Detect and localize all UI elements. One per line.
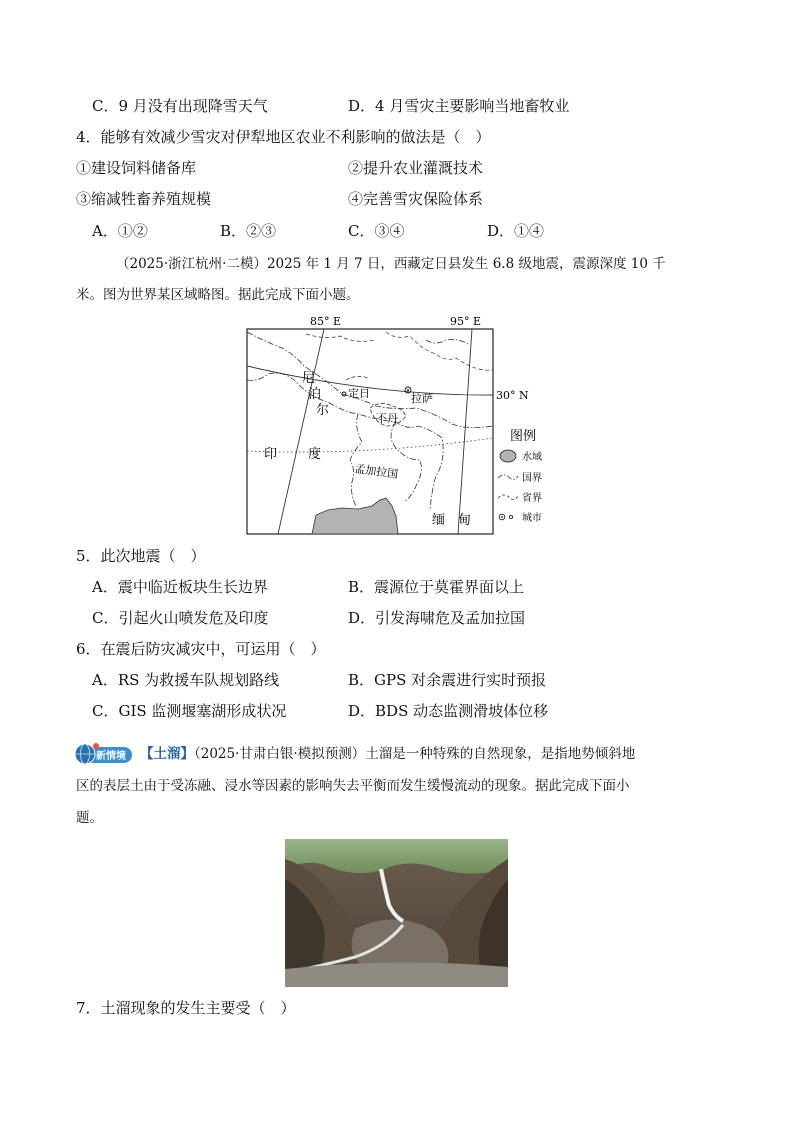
label-myanmar-2: 甸 <box>458 513 472 528</box>
q5-option-c: C．引起火山喷发危及印度 <box>92 609 269 627</box>
legend-province-symbol <box>498 495 518 500</box>
legend-city-symbol <box>509 515 512 518</box>
intro1-line-1: （2025·浙江杭州·二模）2025 年 1 月 7 日，西藏定日县发生 6.8 级地震，震源深度 10 千 <box>116 256 666 272</box>
label-myanmar-1: 缅 <box>432 513 446 528</box>
q4-item-4: ④完善雪灾保险体系 <box>348 190 484 208</box>
intro2-line-1-text: （2025·甘肃白银·模拟预测）土溜是一种特殊的自然现象，是指地势倾斜地 <box>194 746 636 762</box>
q5-option-b: B．震源位于莫霍界面以上 <box>348 578 525 596</box>
legend-water-label: 水域 <box>522 452 542 463</box>
legend-city-label: 城市 <box>522 513 542 524</box>
q3-option-d: D．4 月雪灾主要影响当地畜牧业 <box>348 97 570 115</box>
q4-option-a: A．①② <box>92 222 148 240</box>
q6-option-a: A．RS 为救援车队规划路线 <box>92 671 280 689</box>
q7-stem: 7．土溜现象的发生主要受（ ） <box>76 999 296 1017</box>
q4-stem: 4．能够有效减少雪灾对伊犁地区农业不利影响的做法是（ ） <box>76 128 491 146</box>
legend-water-swatch <box>500 450 516 462</box>
new-situation-badge <box>74 742 134 766</box>
label-nepal-1: 尼 <box>302 371 316 386</box>
q4-option-b: B．②③ <box>220 222 277 240</box>
label-india-2: 度 <box>308 447 322 462</box>
intro2-line-1 <box>140 744 635 764</box>
legend-border-symbol <box>498 475 518 480</box>
label-dingri: 定日 <box>348 387 370 400</box>
q3-option-c: C．9 月没有出现降雪天气 <box>92 97 268 115</box>
region-map <box>246 310 552 538</box>
q5-option-a: A．震中临近板块生长边界 <box>92 578 268 596</box>
q6-option-b: B．GPS 对余震进行实时预报 <box>348 671 547 689</box>
label-nepal-2: 泊 <box>308 387 322 402</box>
intro1-line-2: 米。图为世界某区域略图。据此完成下面小题。 <box>76 287 360 303</box>
badge-text: 新情境 <box>96 751 126 762</box>
q4-item-2: ②提升农业灌溉技术 <box>348 159 484 177</box>
q5-stem: 5．此次地震（ ） <box>76 547 206 565</box>
map-frame <box>247 329 493 534</box>
label-lhasa: 拉萨 <box>411 392 433 405</box>
label-95e: 95° E <box>450 315 482 328</box>
label-bangladesh: 孟加拉国 <box>353 462 399 482</box>
q6-option-d: D．BDS 动态监测滑坡体位移 <box>348 702 549 720</box>
label-85e: 85° E <box>310 315 342 328</box>
soil-creep-photo <box>285 839 508 987</box>
q5-option-d: D．引发海啸危及孟加拉国 <box>348 609 526 627</box>
q6-stem: 6．在震后防灾减灾中，可运用（ ） <box>76 640 326 658</box>
q4-option-d: D．①④ <box>487 222 545 240</box>
q4-item-3: ③缩减牲畜养殖规模 <box>76 190 212 208</box>
label-30n: 30° N <box>496 389 529 402</box>
topic-title: 【土溜】 <box>140 746 194 762</box>
label-india-1: 印 <box>264 447 278 462</box>
intro2-line-3: 题。 <box>76 810 103 826</box>
label-nepal-3: 尔 <box>316 403 330 418</box>
q4-option-c: C．③④ <box>348 222 405 240</box>
intro2-line-2: 区的表层土由于受冻融、浸水等因素的影响失去平衡而发生缓慢流动的现象。据此完成下面小 <box>76 778 630 794</box>
legend-border-label: 国界 <box>522 473 542 484</box>
q6-option-c: C．GIS 监测堰塞湖形成状况 <box>92 702 287 720</box>
q4-item-1: ①建设饲料储备库 <box>76 159 197 177</box>
label-bhutan: 不丹 <box>376 412 398 425</box>
legend-province-label: 省界 <box>522 493 542 504</box>
legend-title: 图例 <box>510 429 537 444</box>
